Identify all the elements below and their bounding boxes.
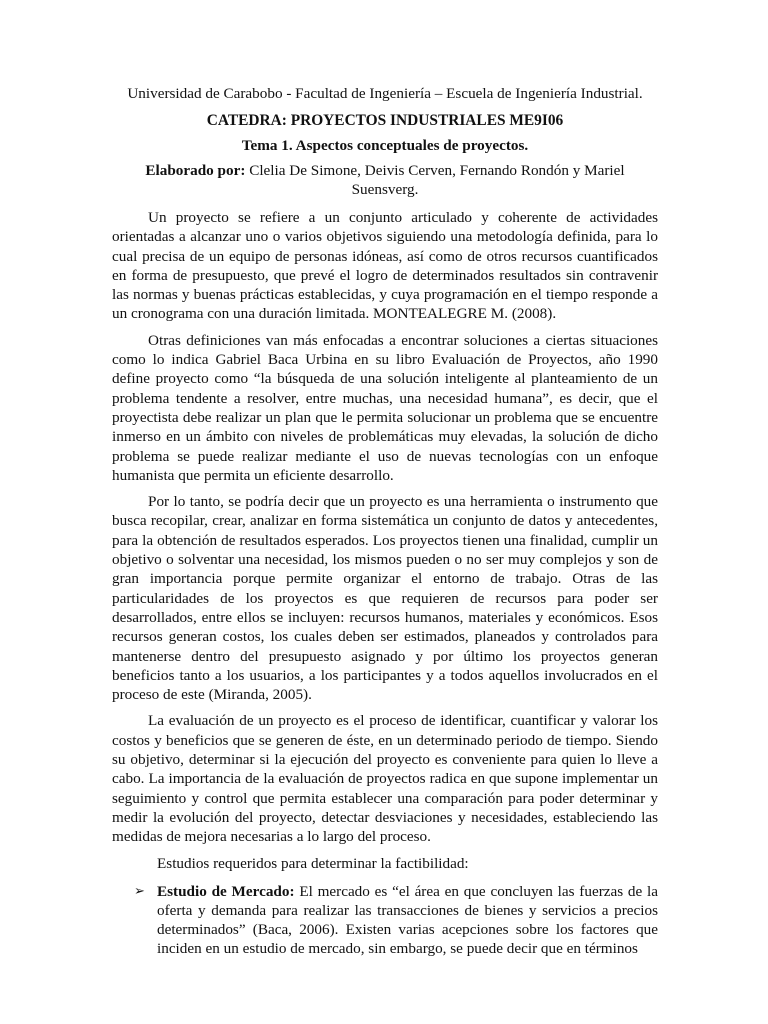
paragraph-3: Por lo tanto, se podría decir que un proyecto es una herramienta o instrumento que busca recopilar, crear, analizar en forma sistemática un conjunto de datos y antecedentes, para la obtención de resultados esperados. Los proyectos tienen una finalidad, cumplir un objetivo o solventar una necesidad, los mismos pueden o no ser muy complejos y son de gran importancia porque permite organizar el entorno de trabajo. Otras de las particularidades de los proyectos es que requieren de recursos para poder ser desarrollados, entre ellos se incluyen: recursos humanos, materiales y económicos. Esos recursos generan costos, los cuales deben ser estimados, planeados y controlados para mantenerse dentro del presupuesto asignado y por último los proyectos generan beneficios tanto a los usuarios, a los participantes y a todos aquellos involucrados en el proceso de este (Miranda, 2005). bbox=[112, 493, 658, 704]
arrow-bullet-icon: ➢ bbox=[134, 883, 145, 899]
authors-label: Elaborado por: bbox=[145, 162, 246, 179]
bullet-item-market-study bbox=[112, 882, 658, 959]
course-title: CATEDRA: PROYECTOS INDUSTRIALES ME9I06 bbox=[206, 112, 564, 129]
bullet-text: El mercado es “el área en que concluyen las fuerzas de la oferta y demanda para realizar las transacciones de bienes y servicios a precios determinados” (Baca, 2006). Existen varias acepciones sobre los factores que inciden en un estudio de mercado, sin embargo, se puede decir que en términos bbox=[157, 882, 658, 958]
bullet-title: Estudio de Mercado: bbox=[157, 882, 295, 900]
paragraph-2: Otras definiciones van más enfocadas a encontrar soluciones a ciertas situaciones como lo indica Gabriel Baca Urbina en su libro Evaluación de Proyectos, año 1990 define proyecto como “la búsqueda de una solución inteligente al planteamiento de un problema tendente a resolver, entre muchas, una necesidad humana”, es decir, que el proyectista debe realizar un plan que le permita solucionar un problema que se encuentre inmerso en un ámbito con niveles de problemáticas muy elevadas, la solución de dicho problema se puede realizar mediante el uso de nuevas tecnologías con un enfoque humanista que permita un eficiente desarrollo. bbox=[112, 331, 658, 484]
studies-intro: Estudios requeridos para determinar la factibilidad: bbox=[157, 854, 469, 872]
institution-line: Universidad de Carabobo - Facultad de Ingeniería – Escuela de Ingeniería Industrial. bbox=[127, 85, 643, 102]
authors-names: Clelia De Simone, Deivis Cerven, Fernando Rondón y Mariel Suensverg. bbox=[245, 162, 625, 198]
paragraph-4: La evaluación de un proyecto es el proceso de identificar, cuantificar y valorar los costos y beneficios que se generen de éste, en un determinado periodo de tiempo. Siendo su objetivo, determinar si la ejecución del proyecto es conveniente para quien lo lleve a cabo. La importancia de la evaluación de proyectos radica en que supone implementar un seguimiento y control que permita establecer una comparación para poder determinar y medir la evolución del proyecto, detectar desviaciones y necesidades, estableciendo las medidas de mejora necesarias a lo largo del proceso. bbox=[112, 712, 658, 846]
paragraph-1: Un proyecto se refiere a un conjunto articulado y coherente de actividades orientadas a alcanzar uno o varios objetivos siguiendo una metodología definida, para lo cual precisa de un equipo de personas idóneas, así como de otros recursos cuantificados en forma de presupuesto, que prevé el logro de determinados resultados sin contravenir las normas y buenas prácticas establecidas, y cuya programación en el tiempo responde a un cronograma con una duración limitada. MONTEALEGRE M. (2008). bbox=[112, 209, 658, 323]
topic-title: Tema 1. Aspectos conceptuales de proyectos. bbox=[241, 137, 529, 154]
authors-line bbox=[112, 161, 658, 199]
